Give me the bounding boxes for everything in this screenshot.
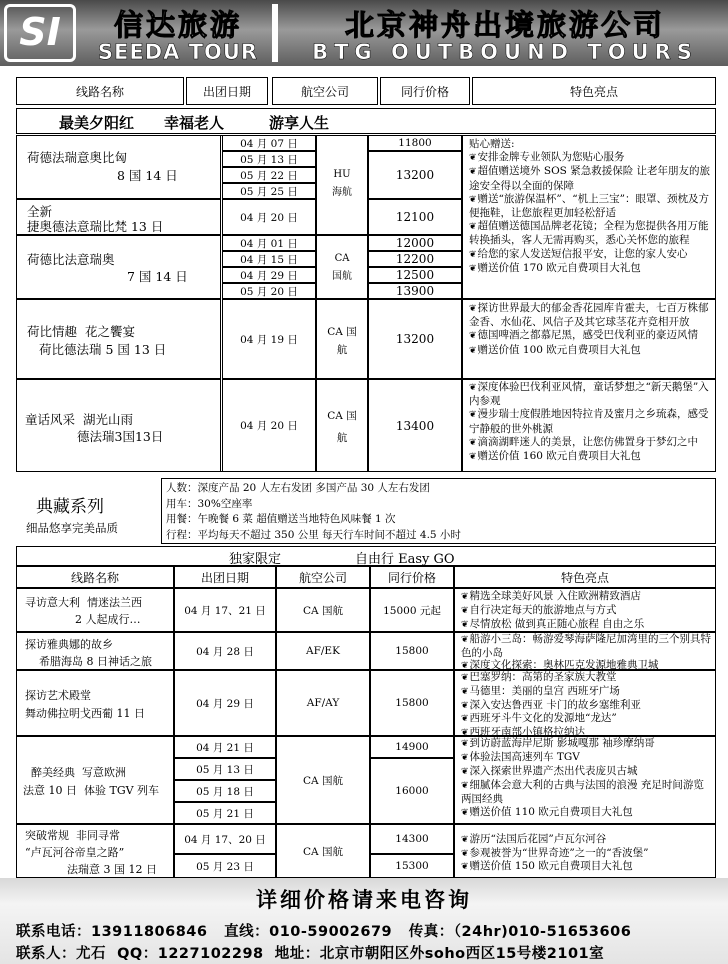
col-header-price: 同行价格	[380, 77, 470, 105]
footer-contact	[0, 878, 728, 964]
feature-item: ❦ 赠送价值 110 欧元自费项目大礼包	[459, 806, 713, 820]
route-cell	[16, 824, 174, 878]
route-duration: 法瑞意 3 国 12 日	[67, 863, 157, 876]
price-cell: 14300	[370, 824, 454, 854]
date-cell: 05 月 18 日	[174, 780, 276, 802]
feature-item: ❦ 赠送价值 150 欧元自费项目大礼包	[459, 860, 713, 874]
date-cell: 04 月 21 日	[174, 736, 276, 758]
airline-cell-ca	[316, 235, 368, 299]
feature-item: ❦ 深入安达鲁西亚 卡门的故乡塞维利亚	[459, 699, 713, 713]
route-name: 寻访意大利 情迷法兰西	[25, 596, 142, 609]
route-name: 醉美经典 写意欧洲	[31, 766, 126, 779]
date-cell: 05 月 13 日	[174, 758, 276, 780]
route-name: 探访艺术殿堂	[25, 689, 91, 702]
feature-heading: 贴心赠送:	[469, 138, 515, 150]
classic-series-label	[16, 478, 161, 544]
contact-address: 联系人：尤石 QQ：1227102298 地址：北京市朝阳区外soho西区15号楼2101室	[16, 946, 605, 962]
col-header-features: 特色亮点	[472, 77, 716, 105]
features-list	[467, 381, 713, 464]
feature-item: ❦ 西班牙斗牛文化的发源地“龙达”	[459, 712, 713, 726]
features-cell	[454, 632, 716, 670]
feature-item: ❦ 精选全球美好风景 入住欧洲精致酒店	[459, 590, 713, 604]
route-note: 2 人起成行…	[75, 613, 141, 626]
date-cell: 04 月 19 日	[222, 299, 316, 379]
col-header-route: 线路名称	[16, 566, 174, 588]
features-list	[459, 737, 713, 820]
feature-item: ❦ 巴塞罗纳：高第的圣家族大教堂	[459, 671, 713, 685]
route-duration: 捷奥德法意瑞比梵 13 日	[27, 219, 164, 234]
price-cell: 12100	[368, 199, 462, 235]
route-cell	[16, 736, 174, 824]
feature-item: ❦ 赠送价值 160 欧元自费项目大礼包	[467, 450, 713, 464]
date-cell: 04 月 20 日	[222, 199, 316, 235]
route-note: 舞动佛拉明戈西葡 11 日	[25, 707, 145, 720]
price-cell: 13900	[368, 283, 462, 299]
classic-line: 用车：30%空座率	[166, 497, 253, 510]
route-duration: 7 国 14 日	[127, 269, 188, 284]
date-cell: 04 月 20 日	[222, 379, 316, 472]
price-cell: 13200	[368, 299, 462, 379]
date-cell: 04 月 29 日	[222, 267, 316, 283]
feature-item: ❦ 深度文化探索：奥林匹克发源地雅典卫城	[459, 659, 713, 673]
route-name: 童话风采 湖光山雨	[25, 412, 133, 427]
price-cell: 15300	[370, 854, 454, 878]
date-cell: 04 月 17、20 日	[174, 824, 276, 854]
date-cell: 05 月 22 日	[222, 167, 316, 183]
date-cell: 04 月 17、21 日	[174, 588, 276, 632]
airline-cell: CA 国航	[276, 736, 370, 824]
airline-code: CA 国	[327, 326, 357, 338]
feature-item: ❦ 深入探索世界遗产杰出代表庞贝古城	[459, 765, 713, 779]
date-cell: 04 月 07 日	[222, 135, 316, 151]
price-cell: 12200	[368, 251, 462, 267]
airline-cell-hu	[316, 135, 368, 235]
price-cell: 14900	[370, 736, 454, 758]
features-list	[459, 633, 713, 673]
route-cell	[16, 135, 221, 199]
route-cell	[16, 299, 221, 379]
feature-item: ❦ 赠送价值 100 欧元自费项目大礼包	[467, 344, 713, 358]
feature-item: ❦ 赠送“旅游保温杯”、“机上三宝”：眼罩、颈枕及方便拖鞋，让您旅程更加轻松舒适	[467, 193, 713, 220]
features-cell	[454, 670, 716, 739]
header-divider	[272, 4, 278, 62]
feature-item: ❦ 尽情放松 做到真正随心旅程 自由之乐	[459, 618, 713, 632]
feature-item: ❦ 体验法国高速列车 TGV	[459, 751, 713, 765]
date-cell: 05 月 23 日	[174, 854, 276, 878]
route-name: 全新	[27, 204, 53, 219]
feature-item: ❦ 自行决定每天的旅游地点与方式	[459, 604, 713, 618]
route-name: 荷比情趣 花之饗宴	[27, 324, 135, 339]
airline-cell: AF/EK	[276, 632, 370, 670]
features-cell	[462, 379, 716, 472]
date-cell: 05 月 25 日	[222, 183, 316, 199]
feature-item: ❦ 西班牙南部小镇格拉纳达	[459, 726, 713, 740]
exclusive-label: 独家限定	[229, 552, 282, 567]
date-cell: 04 月 29 日	[174, 670, 276, 736]
price-cell: 12000	[368, 235, 462, 251]
contact-phones: 联系电话：13911806846 直线：010-59002679 传真：（24hr)010-51653606	[16, 924, 632, 940]
price-cell: 16000	[370, 758, 454, 824]
route-duration: 荷比德法瑞 5 国 13 日	[39, 342, 167, 357]
route-cell	[16, 632, 174, 670]
feature-item: ❦ 给您的家人发送短信报平安，让您的家人安心	[467, 248, 713, 262]
features-list	[467, 302, 713, 358]
feature-item: ❦ 超值赠送境外 SOS 紧急救援保险 让老年朋友的旅途安全得以全面的保障	[467, 165, 713, 192]
price-cell: 15000 元起	[370, 588, 454, 632]
col-header-features: 特色亮点	[454, 566, 716, 588]
route-name: 荷德比法意瑞奥	[27, 252, 115, 267]
classic-lines	[166, 481, 461, 543]
brand-name-en: SEEDA TOUR	[97, 40, 259, 64]
classic-details	[161, 478, 716, 544]
brand-name-cn: 信达旅游	[113, 8, 242, 42]
date-cell: 04 月 28 日	[174, 632, 276, 670]
features-cell	[454, 824, 716, 878]
route-duration: 8 国 14 日	[117, 168, 178, 183]
price-cell: 13200	[368, 151, 462, 199]
date-cell: 05 月 13 日	[222, 151, 316, 167]
airline-cell: CA 国航	[276, 824, 370, 878]
price-cell: 12500	[368, 267, 462, 283]
airline-cell	[316, 379, 368, 472]
features-list	[459, 833, 713, 874]
airline-code: HU	[333, 169, 351, 180]
features-cell	[454, 736, 716, 824]
feature-item: ❦ 马德里：美丽的皇宫 西班牙广场	[459, 685, 713, 699]
feature-item: ❦ 德国啤酒之都慕尼黑，感受巴伐利亚的豪迈风情	[467, 329, 713, 343]
airline-cell: AF/AY	[276, 670, 370, 736]
theme-banner	[16, 108, 716, 134]
feature-item: ❦ 游历“法国后花园”卢瓦尔河谷	[459, 833, 713, 847]
exclusive-label-2: 自由行 Easy GO	[355, 552, 455, 567]
date-cell: 05 月 21 日	[174, 802, 276, 824]
feature-item: ❦ 超值赠送德国品牌老花镜；全程为您提供各用万能转换插头，客人无需再购买，悉心关怀您的旅程	[467, 220, 713, 247]
features-list	[459, 590, 713, 633]
airline-code: CA	[334, 253, 350, 264]
features-list	[467, 138, 713, 276]
company-name-cn: 北京神舟出境旅游公司	[344, 8, 665, 42]
classic-line: 人数：深度产品 20 人左右发团 多国产品 30 人左右发团	[166, 482, 430, 494]
features-cell	[462, 135, 716, 299]
classic-line: 行程：平均每天不超过 350 公里 每天行车时间不超过 4.5 小时	[166, 528, 461, 541]
features-cell	[462, 299, 716, 379]
feature-item: ❦ 细腻体会意大利的古典与法国的浪漫 充足时间游览两国经典	[459, 779, 713, 806]
feature-item: ❦ 漫步瑞士度假胜地因特拉肯及蜜月之乡琉森，感受宁静般的世外桃源	[467, 408, 713, 435]
company-name-en: BTG OUTBOUND TOURS	[312, 40, 698, 64]
airline-name: 海航	[332, 187, 352, 198]
classic-line: 用餐：午晚餐 6 菜 超值赠送当地特色风味餐 1 次	[166, 513, 396, 525]
route-note: “卢瓦河谷帝皇之路”	[25, 846, 125, 859]
price-cell: 15800	[370, 632, 454, 670]
feature-item: ❦ 到访蔚蓝海岸尼斯 影城嘎那 袖珍摩纳哥	[459, 737, 713, 751]
price-cell: 13400	[368, 379, 462, 472]
col-header-airline: 航空公司	[276, 566, 370, 588]
feature-item: ❦ 深度体验巴伐利亚风情，童话梦想之“新天鹅堡”入内参观	[467, 381, 713, 408]
date-cell: 05 月 20 日	[222, 283, 316, 299]
header-banner	[0, 0, 728, 66]
route-name: 荷德法瑞意奥比匈	[27, 150, 128, 165]
airline-name: 航	[336, 432, 348, 444]
col-header-route: 线路名称	[16, 77, 184, 105]
feature-item: ❦ 船游小三岛：畅游爱琴海萨隆尼加湾里的三个别具特色的小岛	[459, 633, 713, 659]
route-name: 突破常规 非同寻常	[25, 829, 120, 842]
route-note: 希腊海岛 8 日神话之旅	[39, 655, 152, 668]
date-cell: 04 月 01 日	[222, 235, 316, 251]
date-cell: 04 月 15 日	[222, 251, 316, 267]
airline-name: 航	[336, 344, 348, 356]
route-cell	[16, 199, 221, 235]
classic-title: 典藏系列	[36, 497, 104, 517]
route-cell	[16, 379, 221, 472]
feature-item: ❦ 参观被誉为“世界奇迹”之一的“香波堡”	[459, 847, 713, 861]
features-list	[459, 671, 713, 740]
route-cell	[16, 670, 174, 736]
theme-text: 最美夕阳红 幸福老人 游享人生	[59, 114, 330, 132]
col-header-price: 同行价格	[370, 566, 454, 588]
features-cell	[454, 588, 716, 632]
company-logo: SI	[4, 4, 76, 62]
col-header-date: 出团日期	[174, 566, 276, 588]
inquiry-heading: 详细价格请来电咨询	[256, 888, 472, 912]
airline-code: CA 国	[327, 410, 357, 422]
route-cell	[16, 235, 221, 299]
route-note: 法意 10 日 体验 TGV 列车	[23, 784, 160, 797]
feature-item: ❦ 赠送价值 170 欧元自费项目大礼包	[467, 262, 713, 276]
route-cell	[16, 588, 174, 632]
airline-cell	[316, 299, 368, 379]
classic-subtitle: 细品悠享完美品质	[26, 521, 118, 535]
price-cell: 15800	[370, 670, 454, 736]
price-cell: 11800	[368, 135, 462, 151]
exclusive-bar	[16, 546, 716, 566]
col-header-date: 出团日期	[186, 77, 268, 105]
feature-item: ❦ 滴滴湖畔迷人的美景，让您仿佛置身于梦幻之中	[467, 436, 713, 450]
feature-item: ❦ 安排金牌专业领队为您贴心服务	[467, 151, 713, 165]
feature-item: ❦ 探访世界最大的郁金香花园库肯霍夫，七百万株郁金香、水仙花、风信子及其它球茎花卉竞相开放	[467, 302, 713, 329]
airline-cell: CA 国航	[276, 588, 370, 632]
airline-name: 国航	[332, 271, 352, 282]
route-duration: 德法瑞3国13日	[77, 429, 164, 444]
col-header-airline: 航空公司	[272, 77, 378, 105]
route-name: 探访雅典娜的故乡	[25, 638, 113, 651]
